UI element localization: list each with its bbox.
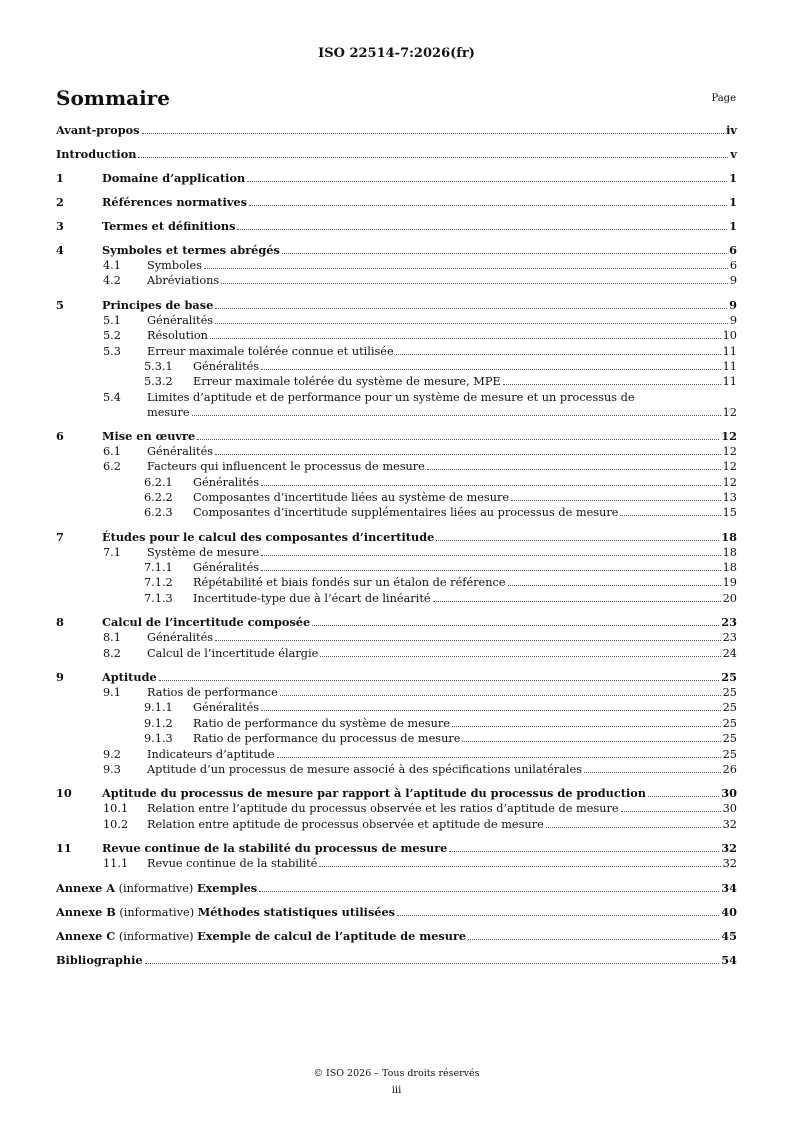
toc-entry[interactable] bbox=[56, 840, 737, 856]
toc-entry[interactable] bbox=[56, 669, 737, 685]
toc-entry-title: Généralités bbox=[193, 701, 260, 715]
toc-entry[interactable] bbox=[56, 505, 737, 520]
toc-entry-number: 6.2 bbox=[103, 460, 121, 474]
annex-type: (informative) bbox=[115, 881, 197, 895]
toc-entry-number: 5.3.1 bbox=[144, 359, 173, 373]
toc-entry-page: 1 bbox=[729, 195, 737, 209]
toc-entry[interactable] bbox=[56, 928, 737, 944]
dot-leader bbox=[427, 469, 721, 470]
toc-entry-number: 11.1 bbox=[103, 857, 129, 871]
table-of-contents bbox=[56, 122, 737, 968]
toc-entry[interactable] bbox=[56, 545, 737, 560]
toc-entry-number: 6.2.2 bbox=[144, 490, 173, 504]
toc-entry-page: 24 bbox=[722, 646, 737, 660]
toc-entry-title: Calcul de l’incertitude élargie bbox=[147, 646, 319, 660]
toc-entry-page: 15 bbox=[722, 506, 737, 520]
toc-entry-title bbox=[56, 928, 466, 945]
dot-leader bbox=[221, 283, 728, 284]
toc-entry-title: Avant-propos bbox=[56, 123, 140, 137]
toc-entry-title: Études pour le calcul des composantes d’incertitude bbox=[102, 529, 435, 544]
dot-leader bbox=[546, 827, 721, 828]
dot-leader bbox=[648, 796, 719, 797]
annex-label: Annexe C bbox=[56, 928, 116, 943]
annex-label: Annexe A bbox=[56, 880, 115, 895]
toc-entry-page: 11 bbox=[722, 344, 737, 358]
toc-entry-number: 9.1 bbox=[103, 686, 121, 700]
toc-entry[interactable] bbox=[56, 904, 737, 920]
toc-entry-number: 10 bbox=[56, 786, 72, 801]
dot-leader bbox=[462, 741, 720, 742]
toc-entry-page: 10 bbox=[722, 329, 737, 343]
toc-entry-title: Résolution bbox=[147, 329, 208, 343]
toc-entry[interactable] bbox=[56, 194, 737, 210]
toc-entry-page: v bbox=[730, 147, 737, 161]
dot-leader bbox=[215, 323, 728, 324]
toc-entry[interactable] bbox=[56, 856, 737, 871]
toc-entry-number: 7.1.3 bbox=[144, 591, 173, 605]
dot-leader bbox=[261, 485, 721, 486]
dot-leader bbox=[261, 570, 721, 571]
dot-leader bbox=[259, 891, 719, 892]
toc-entry-number: 8.2 bbox=[103, 646, 121, 660]
toc-entry-number: 7 bbox=[56, 529, 64, 544]
toc-entry-number: 9.1.2 bbox=[144, 716, 173, 730]
toc-entry-page: 18 bbox=[721, 529, 737, 544]
dot-leader bbox=[261, 369, 721, 370]
dot-leader bbox=[282, 253, 727, 254]
toc-entry-number: 9.2 bbox=[103, 747, 121, 761]
toc-entry-title: Ratio de performance du système de mesure bbox=[193, 716, 450, 730]
page-number: iii bbox=[391, 1085, 402, 1096]
toc-entry-title: Facteurs qui influencent le processus de mesure bbox=[147, 460, 425, 474]
toc-entry-number: 4.1 bbox=[103, 259, 121, 272]
toc-entry-number: 4 bbox=[56, 243, 64, 257]
toc-entry-number: 5 bbox=[56, 297, 64, 312]
toc-entry[interactable] bbox=[56, 273, 737, 288]
page-column-label: Page bbox=[711, 93, 736, 104]
toc-entry-number: 9.1.3 bbox=[144, 732, 173, 746]
toc-entry-number: 5.2 bbox=[103, 329, 121, 343]
toc-entry-title: Généralités bbox=[147, 444, 214, 458]
dot-leader bbox=[396, 354, 721, 355]
toc-entry[interactable] bbox=[56, 762, 737, 777]
dot-leader bbox=[584, 772, 721, 773]
toc-entry-number: 9.1.1 bbox=[144, 701, 173, 715]
toc-entry[interactable] bbox=[56, 801, 737, 816]
toc-entry-title: Erreur maximale tolérée du système de mesure, MPE bbox=[193, 375, 501, 389]
dot-leader bbox=[159, 680, 720, 681]
dot-leader bbox=[247, 181, 727, 182]
toc-entry-title: Généralités bbox=[147, 631, 214, 645]
toc-entry-page: 54 bbox=[721, 952, 737, 967]
toc-entry[interactable] bbox=[56, 344, 737, 359]
toc-entry-page: 12 bbox=[722, 475, 737, 489]
toc-entry-page: 18 bbox=[722, 545, 737, 559]
dot-leader bbox=[452, 726, 721, 727]
toc-entry[interactable] bbox=[56, 146, 737, 162]
toc-entry-number: 9.3 bbox=[103, 762, 121, 776]
toc-entry-title-continued: mesure bbox=[147, 406, 190, 420]
toc-entry[interactable] bbox=[56, 747, 737, 762]
dot-leader bbox=[261, 555, 720, 556]
toc-entry[interactable] bbox=[56, 685, 737, 700]
toc-entry[interactable] bbox=[56, 242, 737, 258]
toc-entry-title: Relation entre aptitude de processus observée et aptitude de mesure bbox=[147, 817, 544, 831]
toc-entry-title: Aptitude bbox=[102, 670, 157, 685]
toc-entry-number: 6.1 bbox=[103, 444, 121, 458]
toc-entry-title: Termes et définitions bbox=[102, 219, 236, 233]
toc-entry-page: 9 bbox=[729, 297, 737, 312]
toc-entry[interactable] bbox=[56, 529, 737, 545]
toc-entry-title: Généralités bbox=[147, 313, 214, 327]
toc-entry-page: 18 bbox=[722, 561, 737, 575]
toc-entry-page: iv bbox=[726, 123, 737, 137]
annex-title: Exemple de calcul de l’aptitude de mesure bbox=[197, 928, 467, 943]
toc-entry-page: 25 bbox=[722, 732, 737, 746]
toc-entry[interactable] bbox=[56, 614, 737, 630]
toc-entry[interactable] bbox=[56, 716, 737, 731]
toc-entry-page: 23 bbox=[722, 631, 737, 645]
dot-leader bbox=[621, 811, 721, 812]
toc-entry-title: Aptitude d’un processus de mesure associé à des spécifications unilatérales bbox=[147, 762, 583, 776]
toc-entry-page: 12 bbox=[722, 406, 737, 420]
document-header: ISO 22514-7:2026(fr) bbox=[318, 46, 475, 61]
dot-leader bbox=[210, 338, 721, 339]
toc-entry-page: 19 bbox=[722, 576, 737, 590]
toc-entry-page: 32 bbox=[722, 817, 737, 831]
toc-entry-number: 10.1 bbox=[103, 802, 129, 816]
toc-entry-page: 11 bbox=[722, 375, 737, 389]
toc-entry-title: Calcul de l’incertitude composée bbox=[102, 615, 311, 630]
toc-entry-page: 45 bbox=[721, 928, 737, 943]
toc-entry[interactable] bbox=[56, 328, 737, 343]
toc-entry-number: 6 bbox=[56, 428, 64, 443]
toc-entry-page: 32 bbox=[721, 841, 737, 856]
dot-leader bbox=[312, 625, 719, 626]
dot-leader bbox=[145, 963, 720, 964]
annex-title: Exemples bbox=[196, 880, 258, 895]
toc-entry-page: 40 bbox=[721, 904, 737, 919]
toc-entry[interactable] bbox=[56, 700, 737, 715]
toc-entry[interactable] bbox=[56, 952, 737, 968]
toc-entry-page: 25 bbox=[722, 686, 737, 700]
toc-entry-number: 11 bbox=[56, 841, 72, 856]
toc-entry-title: Principes de base bbox=[102, 297, 214, 312]
toc-entry-number: 7.1 bbox=[103, 545, 121, 559]
toc-entry-page: 6 bbox=[729, 243, 737, 257]
dot-leader bbox=[433, 601, 721, 602]
dot-leader bbox=[468, 939, 719, 940]
toc-entry[interactable] bbox=[56, 444, 737, 459]
toc-entry-number: 10.2 bbox=[103, 817, 129, 831]
toc-entry-title: Ratio de performance du processus de mesure bbox=[193, 732, 461, 746]
toc-entry-title: Revue continue de la stabilité du processus de mesure bbox=[102, 841, 448, 856]
dot-leader bbox=[261, 710, 721, 711]
toc-entry-title: Ratios de performance bbox=[147, 686, 278, 700]
toc-entry-page: 25 bbox=[722, 747, 737, 761]
dot-leader bbox=[204, 268, 728, 269]
dot-leader bbox=[197, 439, 719, 440]
annex-type: (informative) bbox=[115, 929, 198, 943]
toc-entry-title: Limites d’aptitude et de performance pour un système de mesure et un processus de bbox=[147, 390, 635, 404]
toc-entry-number: 6.2.3 bbox=[144, 506, 173, 520]
annex-title: Méthodes statistiques utilisées bbox=[197, 904, 396, 919]
toc-entry-title: Références normatives bbox=[102, 195, 247, 209]
dot-leader bbox=[503, 384, 721, 385]
toc-entry-number: 4.2 bbox=[103, 274, 121, 288]
toc-entry-page: 30 bbox=[721, 786, 737, 801]
toc-entry-title: Mise en œuvre bbox=[102, 428, 196, 443]
toc-entry-page: 34 bbox=[721, 880, 737, 895]
dot-leader bbox=[249, 205, 727, 206]
toc-entry-title: Erreur maximale tolérée connue et utilisée bbox=[147, 344, 394, 358]
toc-entry-title: Généralités bbox=[193, 359, 260, 373]
annex-type: (informative) bbox=[115, 905, 198, 919]
toc-entry-number: 5.1 bbox=[103, 313, 121, 327]
toc-entry-number: 1 bbox=[56, 171, 64, 185]
toc-entry[interactable] bbox=[56, 560, 737, 575]
dot-leader bbox=[620, 515, 720, 516]
toc-entry-page: 25 bbox=[722, 716, 737, 730]
toc-entry-page: 9 bbox=[729, 313, 737, 327]
toc-entry-number: 7.1.2 bbox=[144, 576, 173, 590]
toc-entry-title: Système de mesure bbox=[147, 545, 260, 559]
toc-entry-page: 9 bbox=[729, 274, 737, 288]
toc-entry-title: Bibliographie bbox=[56, 952, 143, 967]
toc-entry-title bbox=[56, 880, 257, 897]
dot-leader bbox=[138, 157, 728, 158]
toc-entry-title: Composantes d’incertitude liées au système de mesure bbox=[193, 490, 510, 504]
toc-entry-title: Symboles bbox=[147, 259, 202, 272]
toc-entry-title: Généralités bbox=[193, 475, 260, 489]
toc-entry[interactable] bbox=[56, 630, 737, 645]
toc-entry-title bbox=[56, 904, 395, 921]
dot-leader bbox=[142, 133, 725, 134]
toc-entry-number: 5.3.2 bbox=[144, 375, 173, 389]
page-title: Sommaire bbox=[56, 86, 170, 110]
toc-entry-title: Revue continue de la stabilité bbox=[147, 857, 318, 871]
toc-entry[interactable] bbox=[56, 591, 737, 606]
dot-leader bbox=[449, 851, 719, 852]
toc-entry-page: 12 bbox=[721, 428, 737, 443]
toc-entry[interactable] bbox=[56, 359, 737, 374]
toc-entry-page: 1 bbox=[729, 171, 737, 185]
dot-leader bbox=[319, 866, 720, 867]
toc-entry[interactable] bbox=[56, 313, 737, 328]
dot-leader bbox=[320, 656, 720, 657]
toc-entry[interactable] bbox=[56, 170, 737, 186]
dot-leader bbox=[436, 540, 719, 541]
toc-entry-title: Généralités bbox=[193, 561, 260, 575]
toc-entry[interactable] bbox=[56, 785, 737, 801]
toc-entry-number: 5.4 bbox=[103, 390, 121, 404]
toc-entry[interactable] bbox=[56, 390, 737, 420]
toc-entry-page: 13 bbox=[722, 490, 737, 504]
toc-entry-page: 30 bbox=[722, 802, 737, 816]
toc-entry-number: 9 bbox=[56, 670, 64, 685]
toc-entry[interactable] bbox=[56, 880, 737, 896]
toc-entry-page: 12 bbox=[722, 460, 737, 474]
toc-entry-number: 7.1.1 bbox=[144, 561, 173, 575]
toc-entry-title: Abréviations bbox=[147, 274, 220, 288]
toc-entry-number: 8 bbox=[56, 615, 64, 630]
toc-entry-page: 23 bbox=[721, 615, 737, 630]
dot-leader bbox=[397, 915, 719, 916]
toc-entry-page: 25 bbox=[721, 670, 737, 685]
toc-entry-page: 6 bbox=[729, 259, 737, 272]
toc-entry-page: 25 bbox=[722, 701, 737, 715]
dot-leader bbox=[215, 308, 727, 309]
toc-entry[interactable] bbox=[56, 817, 737, 832]
dot-leader bbox=[280, 695, 721, 696]
toc-entry-title: Composantes d’incertitude supplémentaires liées au processus de mesure bbox=[193, 506, 619, 520]
toc-entry-page: 12 bbox=[722, 444, 737, 458]
toc-entry[interactable] bbox=[56, 575, 737, 590]
toc-entry[interactable] bbox=[56, 258, 737, 273]
dot-leader bbox=[277, 757, 721, 758]
toc-entry-page: 32 bbox=[722, 857, 737, 871]
toc-entry[interactable] bbox=[56, 297, 737, 313]
dot-leader bbox=[511, 500, 721, 501]
dot-leader bbox=[237, 229, 727, 230]
toc-entry[interactable] bbox=[56, 374, 737, 389]
toc-entry-number: 5.3 bbox=[103, 344, 121, 358]
toc-entry-number: 6.2.1 bbox=[144, 475, 173, 489]
toc-entry-title: Domaine d’application bbox=[102, 171, 246, 185]
toc-entry-page: 26 bbox=[722, 762, 737, 776]
toc-entry[interactable] bbox=[56, 646, 737, 661]
toc-entry[interactable] bbox=[56, 459, 737, 474]
toc-entry[interactable] bbox=[56, 475, 737, 490]
annex-label: Annexe B bbox=[56, 904, 116, 919]
copyright-notice: © ISO 2026 – Tous droits réservés bbox=[313, 1068, 480, 1079]
toc-entry-title: Répétabilité et biais fondés sur un étalon de référence bbox=[193, 576, 506, 590]
toc-entry-number: 2 bbox=[56, 195, 64, 209]
dot-leader bbox=[215, 640, 721, 641]
toc-entry-title: Indicateurs d’aptitude bbox=[147, 747, 275, 761]
toc-entry[interactable] bbox=[56, 122, 737, 138]
toc-entry[interactable] bbox=[56, 490, 737, 505]
toc-entry-page: 1 bbox=[729, 219, 737, 233]
toc-entry-title: Aptitude du processus de mesure par rapport à l’aptitude du processus de production bbox=[102, 786, 646, 801]
dot-leader bbox=[508, 585, 721, 586]
toc-entry-page: 20 bbox=[722, 591, 737, 605]
toc-entry-title: Introduction bbox=[56, 147, 137, 161]
toc-entry[interactable] bbox=[56, 428, 737, 444]
toc-entry-number: 3 bbox=[56, 219, 64, 233]
toc-entry[interactable] bbox=[56, 731, 737, 746]
toc-entry-title: Incertitude-type due à l’écart de linéarité bbox=[193, 591, 431, 605]
toc-entry-title: Relation entre l’aptitude du processus observée et les ratios d’aptitude de mesure bbox=[147, 802, 619, 816]
dot-leader bbox=[215, 454, 721, 455]
toc-entry-number: 8.1 bbox=[103, 631, 121, 645]
dot-leader bbox=[192, 415, 721, 416]
toc-entry[interactable] bbox=[56, 218, 737, 234]
toc-entry-title: Symboles et termes abrégés bbox=[102, 243, 280, 257]
toc-entry-page: 11 bbox=[722, 359, 737, 373]
